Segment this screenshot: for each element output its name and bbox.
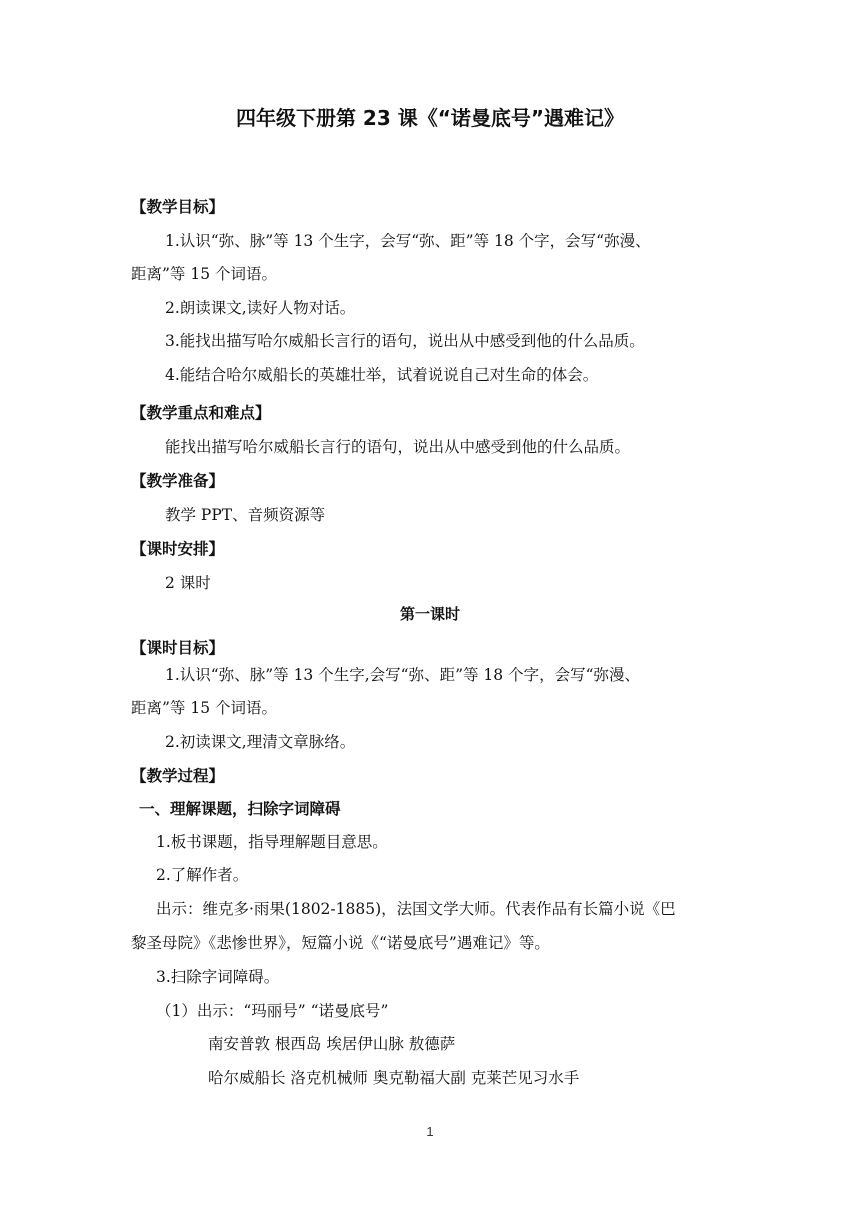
key-points-text: 能找出描写哈尔威船长言行的语句，说出从中感受到他的什么品质。 — [165, 438, 631, 456]
preparation-text: 教学 PPT、音频资源等 — [165, 506, 326, 524]
character-names-line: 哈尔威船长 洛克机械师 奥克勒福大副 克莱芒见习水手 — [208, 1069, 580, 1087]
place-names-line: 南安普敦 根西岛 埃居伊山脉 敖德萨 — [208, 1035, 456, 1053]
section-heading-process: 【教学过程】 — [131, 767, 225, 785]
document-title: 四年级下册第 23 课《“诺曼底号”遇难记》 — [235, 106, 625, 130]
process-step: 3.扫除字词障碍。 — [156, 968, 280, 986]
section-heading-lesson-objectives: 【课时目标】 — [131, 639, 225, 657]
schedule-text: 2 课时 — [165, 574, 211, 592]
objective-item: 2.朗读课文,读好人物对话。 — [165, 299, 356, 317]
lesson-objective-item: 2.初读课文,理清文章脉络。 — [165, 733, 356, 751]
section-heading-preparation: 【教学准备】 — [131, 472, 225, 490]
objective-item: 距离”等 15 个词语。 — [131, 265, 278, 283]
process-step: 出示：维克多·雨果(1802-1885)，法国文学大师。代表作品有长篇小说《巴 — [156, 900, 676, 918]
process-step: 黎圣母院》《悲惨世界》，短篇小说《“诺曼底号”遇难记》等。 — [131, 934, 550, 952]
lesson-one-title: 第一课时 — [399, 605, 460, 623]
section-heading-objectives: 【教学目标】 — [131, 198, 225, 216]
process-step: 2.了解作者。 — [156, 866, 249, 884]
process-part-heading: 一、理解课题，扫除字词障碍 — [139, 800, 341, 818]
objective-item: 1.认识“弥、脉”等 13 个生字，会写“弥、距”等 18 个字，会写“弥漫、 — [165, 232, 651, 250]
lesson-objective-item: 1.认识“弥、脉”等 13 个生字,会写“弥、距”等 18 个字，会写“弥漫、 — [165, 666, 640, 684]
process-step: （1）出示：“玛丽号” “诺曼底号” — [156, 1002, 389, 1020]
lesson-objective-item: 距离”等 15 个词语。 — [131, 699, 278, 717]
objective-item: 3.能找出描写哈尔威船长言行的语句，说出从中感受到他的什么品质。 — [165, 332, 645, 350]
page-number: 1 — [426, 1124, 434, 1139]
process-step: 1.板书课题，指导理解题目意思。 — [156, 833, 388, 851]
section-heading-key-points: 【教学重点和难点】 — [131, 404, 271, 422]
section-heading-schedule: 【课时安排】 — [131, 540, 225, 558]
objective-item: 4.能结合哈尔威船长的英雄壮举，试着说说自己对生命的体会。 — [165, 366, 599, 384]
